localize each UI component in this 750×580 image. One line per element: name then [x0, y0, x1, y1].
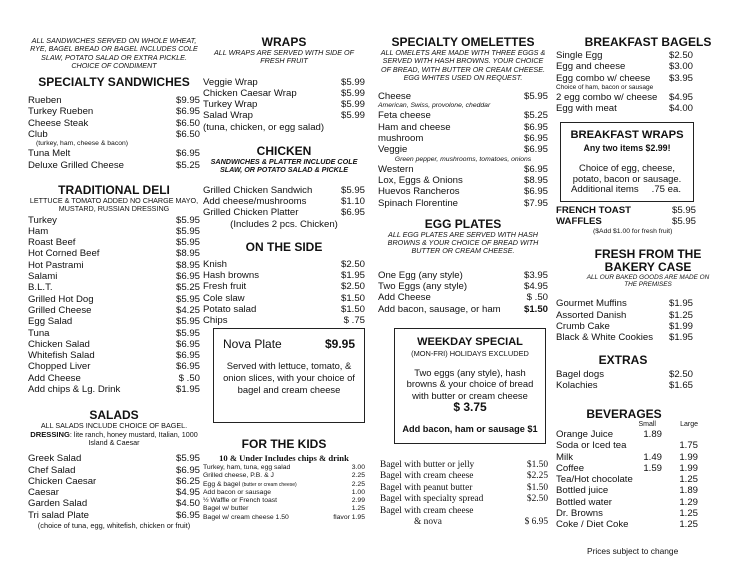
- menu-item: Hash browns $1.95: [203, 270, 365, 282]
- menu-item: Egg Salad $5.95: [28, 316, 200, 328]
- menu-item: Salad Wrap $5.99: [203, 110, 365, 122]
- menu-item: Gourmet Muffins $1.95: [556, 298, 693, 310]
- bakery-section: [556, 248, 740, 391]
- menu-item: Egg with meat $4.00: [556, 103, 693, 115]
- menu-item: Grilled cheese, P.B. & J 2.25: [203, 472, 365, 480]
- beverage-row: Coke / Diet Coke 1.25: [556, 519, 698, 531]
- menu-item: Add Cheese $ .50: [378, 292, 548, 304]
- deli-note: LETTUCE & TOMATO ADDED NO CHARGE MAYO, MUSTARD, RUSSIAN DRESSING: [29, 195, 199, 214]
- menu-item: Kolachies $1.65: [556, 379, 693, 391]
- breakfast-wraps-additional: Additional items .75 ea.: [571, 184, 681, 195]
- kids-subtitle: 10 & Under Includes chips & drink: [219, 453, 349, 463]
- menu-item: Chicken Salad $6.95: [28, 338, 200, 350]
- menu-item: Grilled Chicken Sandwich $5.95: [203, 184, 365, 196]
- menu-item: Huevos Rancheros $6.95: [378, 186, 548, 198]
- menu-item: Ham and cheese $6.95: [378, 121, 548, 133]
- menu-item: One Egg (any style) $3.95: [378, 269, 548, 281]
- beverage-row: Bottled water 1.29: [556, 496, 698, 508]
- beverages-section: [556, 408, 698, 531]
- menu-item: Add bacon, sausage, or ham $1.50: [378, 303, 548, 315]
- menu-item: Rueben $9.95: [28, 95, 200, 107]
- beverage-row: Dr. Browns 1.25: [556, 508, 698, 520]
- menu-item: Add bacon or sausage 1.00: [203, 488, 365, 496]
- extras-title: EXTRAS: [598, 352, 648, 367]
- menu-item: FRENCH TOAST $5.95: [556, 205, 696, 216]
- menu-item: Spinach Florentine $7.95: [378, 197, 548, 209]
- veggie-note: Green pepper, mushrooms, tomatoes, onions: [394, 155, 532, 163]
- menu-item: Western $6.95: [378, 163, 548, 175]
- menu-item: WAFFLES $5.95: [556, 216, 696, 228]
- menu-item: & nova $ 6.95: [414, 517, 548, 528]
- menu-item: Chips $ .75: [203, 315, 365, 327]
- beverage-row: Bottled juice 1.89: [556, 485, 698, 497]
- beverage-row: Orange Juice 1.89: [556, 429, 662, 440]
- menu-item: Feta cheese $5.25: [378, 110, 548, 122]
- menu-item: Ham $5.95: [28, 225, 200, 237]
- menu-item: Bagel with cream cheese $2.25: [380, 471, 548, 482]
- specialty-sandwiches-title: SPECIALTY SANDWICHES: [38, 75, 190, 90]
- beverages-title: BEVERAGES: [586, 407, 662, 421]
- menu-item: Turkey $5.95: [28, 214, 200, 226]
- cheese-note: American, Swiss, provolone, cheddar: [378, 102, 491, 110]
- column-1: [28, 0, 200, 530]
- beverage-row: Milk 1.49 1.99: [556, 451, 698, 463]
- menu-item: Add chips & Lg. Drink $1.95: [28, 384, 200, 396]
- menu-item: Bagel with cream cheese: [380, 505, 474, 516]
- menu-item: Two Eggs (any style) $4.95: [378, 281, 548, 293]
- breakfast-wraps-sub: Any two items $2.99!: [583, 143, 671, 153]
- nova-plate-header: Nova Plate $9.95: [223, 337, 355, 351]
- extras-list: [556, 369, 740, 392]
- weekday-special-box: [394, 328, 546, 444]
- toast-note: ($Add $1.00 for fresh fruit): [593, 227, 673, 235]
- egg-plates-note: ALL EGG PLATES ARE SERVED WITH HASH BROWNS & YOUR CHOICE OF BREAD WITH BUTTER OR CREAM CHEESE.: [387, 229, 539, 256]
- menu-item: 2 egg combo w/ cheese $4.95: [556, 91, 693, 103]
- wraps-list: [203, 77, 365, 133]
- wraps-note: ALL WRAPS ARE SERVED WITH SIDE OF FRESH FRUIT: [213, 48, 355, 66]
- sandwich-intro: ALL SANDWICHES SERVED ON WHOLE WHEAT, RYE, BAGEL BREAD OR BAGEL INCLUDES COLE SLAW, POTATO SALAD OR EXTRA PICKLE. CHOICE OF CONDIMENT: [30, 36, 198, 70]
- menu-item: Crumb Cake $1.99: [556, 321, 693, 332]
- omelettes-note: ALL OMELETS ARE MADE WITH THREE EGGS & SERVED WITH HASH BROWNS. YOUR CHOICE OF BREAD, WITH BUTTER OR CREAM CHEESE. EGG WHITES USED ON REQUEST.: [380, 48, 546, 82]
- menu-item: Cheese Steak $6.50: [28, 117, 200, 129]
- menu-item: Egg combo w/ cheese $3.95: [556, 72, 693, 84]
- menu-item: Cheese $5.95: [378, 91, 548, 103]
- menu-item: Egg and cheese $3.00: [556, 61, 693, 73]
- meat-note: Choice of ham, bacon or sausage: [556, 83, 654, 91]
- menu-item: Club $6.50: [28, 129, 200, 141]
- menu-item: Bagel dogs $2.50: [556, 368, 693, 380]
- menu-item: Single Egg $2.50: [556, 50, 693, 61]
- menu-item: Knish $2.50: [203, 258, 365, 270]
- menu-item: Turkey Rueben $6.95: [28, 106, 200, 118]
- menu-item: Tri salad Plate $6.95: [28, 509, 200, 521]
- egg-plates-list: [378, 270, 548, 315]
- weekday-special-desc: Two eggs (any style), hash browns & your choice of bread with butter or cream cheese: [406, 367, 534, 401]
- egg-plates-title: EGG PLATES: [424, 216, 502, 231]
- menu-item: Bagel with butter or jelly $1.50: [380, 460, 548, 470]
- menu-item: Lox, Eggs & Onions $8.95: [378, 174, 548, 186]
- menu-item: Cole slaw $1.50: [203, 292, 365, 304]
- chicken-platter-note: (Includes 2 pcs. Chicken): [230, 218, 338, 230]
- prices-footer: Prices subject to change: [587, 546, 679, 556]
- menu-item: Veggie $6.95: [378, 144, 548, 156]
- menu-item: Deluxe Grilled Cheese $5.25: [28, 159, 200, 171]
- menu-item: Whitefish Salad $6.95: [28, 350, 200, 362]
- beverage-row: Tea/Hot chocolate 1.25: [556, 474, 698, 486]
- menu-item: Salami $6.95: [28, 271, 200, 283]
- nova-plate-desc: Served with lettuce, tomato, & onion slices, with your choice of bagel and cream cheese: [223, 360, 355, 395]
- wraps-salad-note: (tuna, chicken, or egg salad): [203, 121, 325, 133]
- breakfast-wraps-title: BREAKFAST WRAPS: [570, 129, 684, 141]
- menu-item: Turkey Wrap $5.99: [203, 99, 365, 111]
- column-4: [556, 0, 740, 114]
- menu-item: Chopped Liver $6.95: [28, 361, 200, 373]
- beverages-list: [556, 429, 698, 531]
- weekday-special-title: WEEKDAY SPECIAL: [417, 336, 523, 348]
- menu-item: Veggie Wrap $5.99: [203, 76, 365, 88]
- chicken-note: SANDWICHES & PLATTER INCLUDE COLE SLAW, OR POTATO SALAD & PICKLE: [210, 157, 358, 175]
- menu-item: Hot Corned Beef $8.95: [28, 248, 200, 260]
- breakfast-bagels-title: BREAKFAST BAGELS: [584, 35, 712, 49]
- club-note: (turkey, ham, cheese & bacon): [36, 140, 129, 148]
- menu-item: Greek Salad $5.95: [28, 453, 200, 465]
- weekday-special-sub: (MON-FRI) HOLIDAYS EXCLUDED: [411, 349, 529, 358]
- toast-section: [556, 205, 696, 236]
- kids-list: [203, 464, 365, 522]
- menu-item: Roast Beef $5.95: [28, 237, 200, 249]
- breakfast-wraps-desc: Choice of egg, cheese, potato, bacon or sausage.: [572, 162, 682, 184]
- menu-item: Tuna $5.95: [28, 327, 200, 339]
- omelettes-list: [378, 91, 548, 209]
- sandwich-list: [28, 95, 200, 171]
- column-3: [378, 0, 548, 315]
- omelettes-title: SPECIALTY OMELETTES: [391, 35, 535, 49]
- nova-plate-box: [213, 328, 365, 423]
- weekday-special-price: $ 3.75: [453, 400, 487, 415]
- salads-note: ALL SALADS INCLUDE CHOICE OF BAGEL. DRESSING: lite ranch, honey mustard, Italian, 1000 Island & Caesar: [30, 421, 198, 447]
- traditional-deli-title: TRADITIONAL DELI: [58, 182, 170, 197]
- menu-item: mushroom $6.95: [378, 133, 548, 145]
- beverage-row: Coffee 1.59 1.99: [556, 462, 698, 474]
- menu-item: Bagel with peanut butter $1.50: [380, 482, 548, 493]
- menu-item: Garden Salad $4.50: [28, 498, 200, 510]
- menu-item: Grilled Hot Dog $5.95: [28, 293, 200, 305]
- weekday-special-addon: Add bacon, ham or sausage $1: [402, 424, 538, 435]
- wraps-title: WRAPS: [261, 35, 307, 49]
- menu-item: Egg & bagel (butter or cream cheese) 2.25: [203, 480, 365, 488]
- menu-item: Grilled Chicken Platter $6.95: [203, 207, 365, 219]
- menu-item: Grilled Cheese $4.25: [28, 304, 200, 316]
- salads-list: [28, 453, 200, 521]
- menu-item: Bagel w/ cream cheese 1.50 flavor 1.95: [203, 513, 365, 521]
- menu-item: Add cheese/mushrooms $1.10: [203, 195, 365, 207]
- deli-list: [28, 215, 200, 396]
- menu-item: Tuna Melt $6.95: [28, 148, 200, 160]
- chicken-list: [203, 185, 365, 230]
- column-2: [203, 0, 365, 327]
- breakfast-bagels-list: [556, 50, 740, 114]
- on-the-side-title: ON THE SIDE: [245, 239, 323, 254]
- menu-item: Assorted Danish $1.25: [556, 309, 693, 321]
- menu-item: Hot Pastrami $8.95: [28, 259, 200, 271]
- menu-item: Fresh fruit $2.50: [203, 281, 365, 293]
- bakery-note: ALL OUR BAKED GOODS ARE MADE ON THE PREMISES: [586, 274, 710, 289]
- bakery-list: [556, 298, 740, 343]
- menu-item: Bagel with specialty spread $2.50: [380, 494, 548, 505]
- kids-title: FOR THE KIDS: [241, 437, 327, 451]
- menu-item: Add Cheese $ .50: [28, 372, 200, 384]
- menu-item: Chef Salad $6.95: [28, 464, 200, 476]
- menu-item: Chicken Caesar $6.25: [28, 475, 200, 487]
- chicken-title: CHICKEN: [256, 144, 312, 159]
- beverage-row: Soda or Iced tea 1.75: [556, 440, 698, 452]
- salads-footer: (choice of tuna, egg, whitefish, chicken or fruit): [37, 520, 191, 530]
- bakery-title: FRESH FROM THE BAKERY CASE: [594, 247, 702, 274]
- menu-item: Bagel w/ butter 1.25: [203, 505, 365, 513]
- menu-item: Caesar $4.95: [28, 487, 200, 499]
- menu-item: Turkey, ham, tuna, egg salad 3.00: [203, 464, 365, 471]
- bagels-list: [380, 460, 548, 528]
- salads-title: SALADS: [89, 408, 139, 423]
- beverages-header: Small Large: [638, 421, 698, 428]
- breakfast-wraps-box: [560, 122, 694, 202]
- kids-section: [203, 438, 365, 522]
- side-list: [203, 259, 365, 327]
- menu-item: Chicken Caesar Wrap $5.99: [203, 87, 365, 99]
- menu-item: Black & White Cookies $1.95: [556, 332, 693, 344]
- menu-item: B.L.T. $5.25: [28, 282, 200, 294]
- menu-item: Potato salad $1.50: [203, 304, 365, 316]
- menu-item: ½ Waffle or French toast 2.99: [203, 497, 365, 505]
